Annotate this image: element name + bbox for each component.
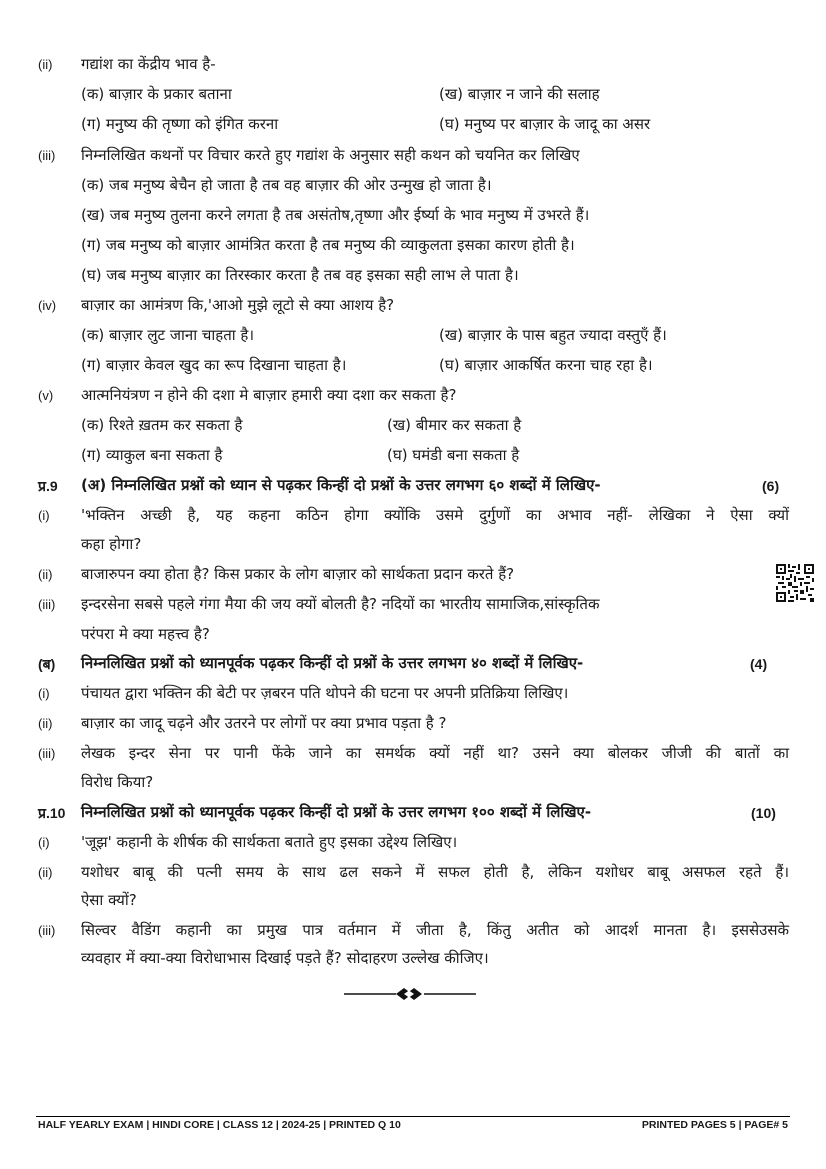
- q8-v-option-d: (घ) घमंडी बना सकता है: [387, 446, 520, 464]
- q8-iv-option-d: (घ) बाज़ार आकर्षित करना चाह रहा है।: [439, 356, 653, 374]
- q8-iii-option-a: (क) जब मनुष्य बेचैन हो जाता है तब वह बाज़ार की ओर उन्मुख हो जाता है।: [81, 176, 492, 194]
- q10-ii-text-line2: ऐसा क्यों?: [81, 891, 137, 909]
- q9-b-iii-text-line1: लेखक इन्दर सेना पर पानी फेंके जाने का समर्थक क्यों नहीं था? उसने क्या बोलकर जीजी की बातों का: [81, 744, 789, 762]
- q10-i-number: (i): [38, 835, 50, 850]
- footer-left: HALF YEARLY EXAM | HINDI CORE | CLASS 12 | 2024-25 | PRINTED Q 10: [38, 1119, 401, 1131]
- q9-a-i-number: (i): [38, 508, 50, 523]
- q8-v-question: आत्मनियंत्रण न होने की दशा मे बाज़ार हमारी क्या दशा कर सकता है?: [81, 386, 457, 404]
- q10-label: प्र.10: [38, 805, 66, 821]
- q8-iii-option-c: (ग) जब मनुष्य को बाज़ार आमंत्रित करता है तब मनुष्य की व्याकुलता इसका कारण होती है।: [81, 236, 575, 254]
- q8-iv-option-b: (ख) बाज़ार के पास बहुत ज्यादा वस्तुएँ हैं।: [439, 326, 667, 344]
- q9-a-marks: (6): [762, 478, 780, 494]
- q10-marks: (10): [751, 805, 776, 821]
- q8-iii-option-d: (घ) जब मनुष्य बाज़ार का तिरस्कार करता है तब वह इसका सही लाभ ले पाता है।: [81, 266, 519, 284]
- q8-v-number: (v): [38, 388, 54, 403]
- q9-b-heading: निम्नलिखित प्रश्नों को ध्यानपूर्वक पढ़कर किन्हीं दो प्रश्नों के उत्तर लगभग ४० शब्दों में लिखिए-: [81, 654, 584, 672]
- q9-label: प्र.9: [38, 478, 58, 494]
- q8-iv-option-c: (ग) बाज़ार केवल खुद का रूप दिखाना चाहता है।: [81, 356, 347, 374]
- q8-iv-question: बाज़ार का आमंत्रण कि,'आओ मुझे लूटो से क्या आशय है?: [81, 296, 395, 314]
- q9-b-iii-text-line2: विरोध किया?: [81, 773, 154, 791]
- q8-ii-option-c: (ग) मनुष्य की तृष्णा को इंगित करना: [81, 115, 279, 133]
- q9-b-ii-number: (ii): [38, 716, 53, 731]
- q9-a-heading: (अ) निम्नलिखित प्रश्नों को ध्यान से पढ़कर किन्हीं दो प्रश्नों के उत्तर लगभग ६० शब्दों में लिखिए-: [81, 476, 601, 494]
- q8-iv-option-a: (क) बाज़ार लुट जाना चाहता है।: [81, 326, 255, 344]
- q8-ii-option-d: (घ) मनुष्य पर बाज़ार के जादू का असर: [439, 115, 651, 133]
- q9-b-i-number: (i): [38, 686, 50, 701]
- qr-code-icon: [776, 564, 814, 602]
- q8-v-option-c: (ग) व्याकुल बना सकता है: [81, 446, 223, 464]
- q10-iii-number: (iii): [38, 923, 56, 938]
- q9-a-iii-text-line2: परंपरा मे क्या महत्त्व है?: [81, 625, 210, 643]
- q8-ii-option-a: (क) बाज़ार के प्रकार बताना: [81, 85, 232, 103]
- q9-b-iii-number: (iii): [38, 746, 56, 761]
- q9-a-ii-number: (ii): [38, 567, 53, 582]
- q9-b-label: (ब): [38, 656, 56, 672]
- q9-a-iii-text-line1: इन्दरसेना सबसे पहले गंगा मैया की जय क्यों बोलती है? नदियों का भारतीय सामाजिक,सांस्कृतिक: [81, 595, 600, 613]
- q9-b-i-text: पंचायत द्वारा भक्तिन की बेटी पर ज़बरन पति थोपने की घटना पर अपनी प्रतिक्रिया लिखिए।: [81, 684, 569, 702]
- q10-ii-number: (ii): [38, 865, 53, 880]
- footer-rule: [36, 1116, 790, 1117]
- q8-iii-number: (iii): [38, 148, 56, 163]
- end-divider-ornament: [344, 986, 476, 1002]
- q10-iii-text-line1: सिल्वर वैडिंग कहानी का प्रमुख पात्र वर्तमान में जीता है, किंतु अतीत को आदर्श मानता है। इससेउसके: [81, 921, 789, 939]
- q8-iii-question: निम्नलिखित कथनों पर विचार करते हुए गद्यांश के अनुसार सही कथन को चयनित कर लिखिए: [81, 146, 580, 164]
- q9-a-iii-number: (iii): [38, 597, 56, 612]
- q9-a-ii-text: बाजारुपन क्या होता है? किस प्रकार के लोग बाज़ार को सार्थकता प्रदान करते हैं?: [81, 565, 515, 583]
- q10-iii-text-line2: व्यवहार में क्या-क्या विरोधाभास दिखाई पड़ते हैं? सोदाहरण उल्लेख कीजिए।: [81, 949, 489, 967]
- q10-i-text: 'जूझ' कहानी के शीर्षक की सार्थकता बताते हुए इसका उद्देश्य लिखिए।: [81, 833, 458, 851]
- q9-a-i-text-line2: कहा होगा?: [81, 535, 142, 553]
- q10-heading: निम्नलिखित प्रश्नों को ध्यानपूर्वक पढ़कर किन्हीं दो प्रश्नों के उत्तर लगभग १०० शब्दों में लिखिए-: [81, 803, 592, 821]
- q8-iii-option-b: (ख) जब मनुष्य तुलना करने लगता है तब असंतोष,तृष्णा और ईर्ष्या के भाव मनुष्य में उभरते हैं।: [81, 206, 590, 224]
- q8-ii-number: (ii): [38, 57, 53, 72]
- q9-a-i-text-line1: 'भक्तिन अच्छी है, यह कहना कठिन होगा क्योंकि उसमे दुर्गुणों का अभाव नहीं- लेखिका ने ऐसा क्यों: [81, 506, 789, 524]
- q8-ii-question: गद्यांश का केंद्रीय भाव है-: [81, 55, 216, 73]
- q8-ii-option-b: (ख) बाज़ार न जाने की सलाह: [439, 85, 600, 103]
- q8-iv-number: (iv): [38, 298, 57, 313]
- footer-right: PRINTED PAGES 5 | PAGE# 5: [641, 1119, 788, 1131]
- q9-b-ii-text: बाज़ार का जादू चढ़ने और उतरने पर लोगों पर क्या प्रभाव पड़ता है ?: [81, 714, 447, 732]
- q9-b-marks: (4): [750, 656, 768, 672]
- q8-v-option-b: (ख) बीमार कर सकता है: [387, 416, 522, 434]
- q8-v-option-a: (क) रिश्ते ख़तम कर सकता है: [81, 416, 243, 434]
- q10-ii-text-line1: यशोधर बाबू की पत्नी समय के साथ ढल सकने में सफल होती है, लेकिन यशोधर बाबू असफल रहते हैं।: [81, 863, 789, 881]
